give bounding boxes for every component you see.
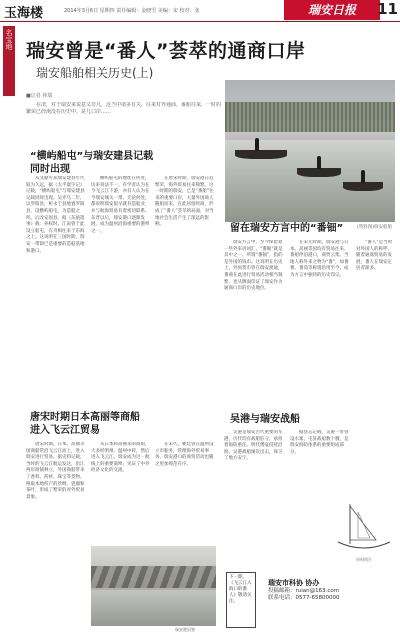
- body-column: [155, 176, 215, 396]
- harbor-photo: [91, 546, 216, 626]
- column-text: 据县志记载，吴港一带曾设水寨，屯驻战船数十艘，是瑞安海防体系的重要组成部分。: [290, 430, 349, 455]
- sponsor-phone: 联系电话：0577-65800000: [268, 595, 340, 601]
- body-column: [91, 442, 151, 542]
- body-column: [224, 430, 284, 530]
- boat-shape: [297, 168, 341, 177]
- page-number: 11: [377, 0, 398, 18]
- lead-text: 在清，对于瑞安来说意义非凡，这当中诸多有关，往来对外通商，番船往来，一时的繁荣已经淹没在历史中。是几口岸……: [26, 102, 222, 115]
- body-column: [224, 240, 284, 440]
- column-text: 从文献可知瑞安建县年代较为久远，据《太平寰宇记》记载，“横屿船屯”与瑞安建县记载同时出现。吴赤乌二年，以罗阳县，析永宁县地置罗阳县，设横屿船屯，为造船之所。后改安固县。据《东瓯遗事》载：孙权时，江南曾于此设立船屯，有舟楫往来于东海之上。这说明在三国时期，瑞安一带即已是重要的造船基地和港口。: [26, 176, 85, 254]
- heading-2: 留在瑞安方言中的“番钿”: [230, 223, 344, 234]
- section-name: 玉海楼: [4, 6, 44, 21]
- photo-bottom-caption: 瑞安港旧貌: [175, 627, 195, 632]
- column-text: “番人”是当时对外国人的称呼，随着通商贸易的发展，番人在瑞安定居者渐多。: [356, 240, 393, 272]
- column-text: 从日本和高丽来的商船，大多经明州、温州中转，然后进入飞云江。瑞安成为这一航线上的重要商埠，见证了中外经济文化的交流。: [91, 442, 150, 474]
- boat-shape: [343, 182, 383, 191]
- sponsor-line: 瑞安市科协 协办: [268, 579, 320, 587]
- body-column: [290, 240, 350, 440]
- column-text: 在宋元时期，瑞安港与日本、高丽等国均有贸易往来，番船停泊港口，商贾云集。当地人称外来之物为“番”，如番薯、番茄等称谓沿用至今，成为方言中独特的历史印记。: [290, 240, 349, 278]
- body-column: [356, 240, 396, 440]
- column-text: 在唐宋时期，瑞安港日趋繁荣，海外贸易往来频繁。这一时期的瑞安，已是“番船”往来的重要口岸，大量外国商人随船而来，在此居留经商，形成了“番人”荟萃的局面，对当地社会生活产生了深远的影响。: [155, 176, 214, 228]
- heading-3-line1: 唐宋时期日本高丽等商船: [30, 412, 140, 423]
- newspaper-brand: 瑞安日报: [284, 0, 380, 20]
- heading-3: [30, 411, 140, 437]
- water-layer: [91, 590, 216, 626]
- sidebar-label: 名宝地: [5, 29, 13, 50]
- column-text: 唐宋时期，日本、高丽等国商船常沿飞云江而上，进入瑞安进行贸易。据史料记载，当时的飞云江航运发达，沿江两岸商铺林立，外国商船带来了香料、药材、珠宝等货物，换取本地所产的丝绸、瓷器和茶叶，形成了繁荣的对外贸易景象。: [26, 442, 85, 500]
- boats-photo: [225, 80, 395, 222]
- heading-3-line2: 进入飞云江贸易: [30, 425, 100, 436]
- sponsor-callout: [268, 580, 339, 603]
- sponsor-email: 投稿邮箱：ruian@163.com: [268, 587, 340, 594]
- article-subtitle: 瑞安船舶相关历史(上): [36, 66, 154, 80]
- heading-1-line1: “横屿船屯”与瑞安建县记载: [30, 151, 154, 162]
- column-text: 吴港是瑞安古代重要的军港，历代均有战船驻守，承担着海防重任。明代倭寇侵扰沿海，吴港战船屡次出击，保卫了地方安宁。: [224, 430, 283, 462]
- column-text: 在宋代，朝廷曾在温州设立市舶务，管理海外贸易事务，瑞安港口的商贸活动也随之更加规范有序。: [155, 442, 214, 467]
- heading-4: 吴港与瑞安战船: [230, 414, 300, 425]
- boatman-figure: [255, 138, 259, 151]
- heading-1-line2: 同时出现: [30, 164, 70, 175]
- issue-meta: 2014年3月6日 星期四 责任编辑：金晓雪 美编：宋 校对：张: [64, 8, 200, 14]
- heading-1: [30, 150, 153, 176]
- section-sidebar: [3, 26, 15, 96]
- article-byline: ■记者 林瑞: [26, 93, 53, 99]
- ship-sketch: [330, 500, 396, 556]
- sketch-hull: [338, 542, 390, 548]
- page-header: [0, 0, 400, 22]
- rooftops-layer: [91, 566, 216, 588]
- reeds-layer: [225, 102, 395, 132]
- sketch-caption: 资料图片: [356, 557, 372, 562]
- article-lead: [26, 102, 222, 152]
- body-column: [155, 442, 215, 542]
- body-column: [26, 176, 86, 396]
- column-text: 瑞安方言中，至今保留着一些外来语词汇，“番钿”就是其中之一。所谓“番钿”，指的是外国的钱币。这说明在历史上，外国货币曾在瑞安流通，番商在此进行贸易活动相当频繁，也从侧面印证了瑞安作为通商口岸的历史地位。: [224, 240, 283, 292]
- boat-shape: [235, 150, 287, 159]
- boatman-figure: [317, 156, 321, 169]
- sketch-sail: [358, 512, 370, 538]
- body-column: [91, 176, 151, 396]
- article-title: 瑞安曾是“番人”荟萃的通商口岸: [26, 40, 306, 62]
- body-column: [26, 442, 86, 630]
- photo-top-caption: (资料图)瑞安船舶: [356, 225, 392, 230]
- column-text: 横屿船屯的地址在何处，历来说法不一。有学者认为在今飞云江下游，亦有人认为在今瑞安城关一带。无论何处，都说明瑞安很早就有造船业，并与航海贸易有着密切联系。东晋以后，瑞安港口逐渐发展，成为温州沿海重要的港埠之一。: [91, 176, 150, 234]
- next-issue-box: 下一期，《飞云江入海口的番人》敬请关注。: [226, 572, 256, 628]
- boatman-figure: [361, 170, 365, 183]
